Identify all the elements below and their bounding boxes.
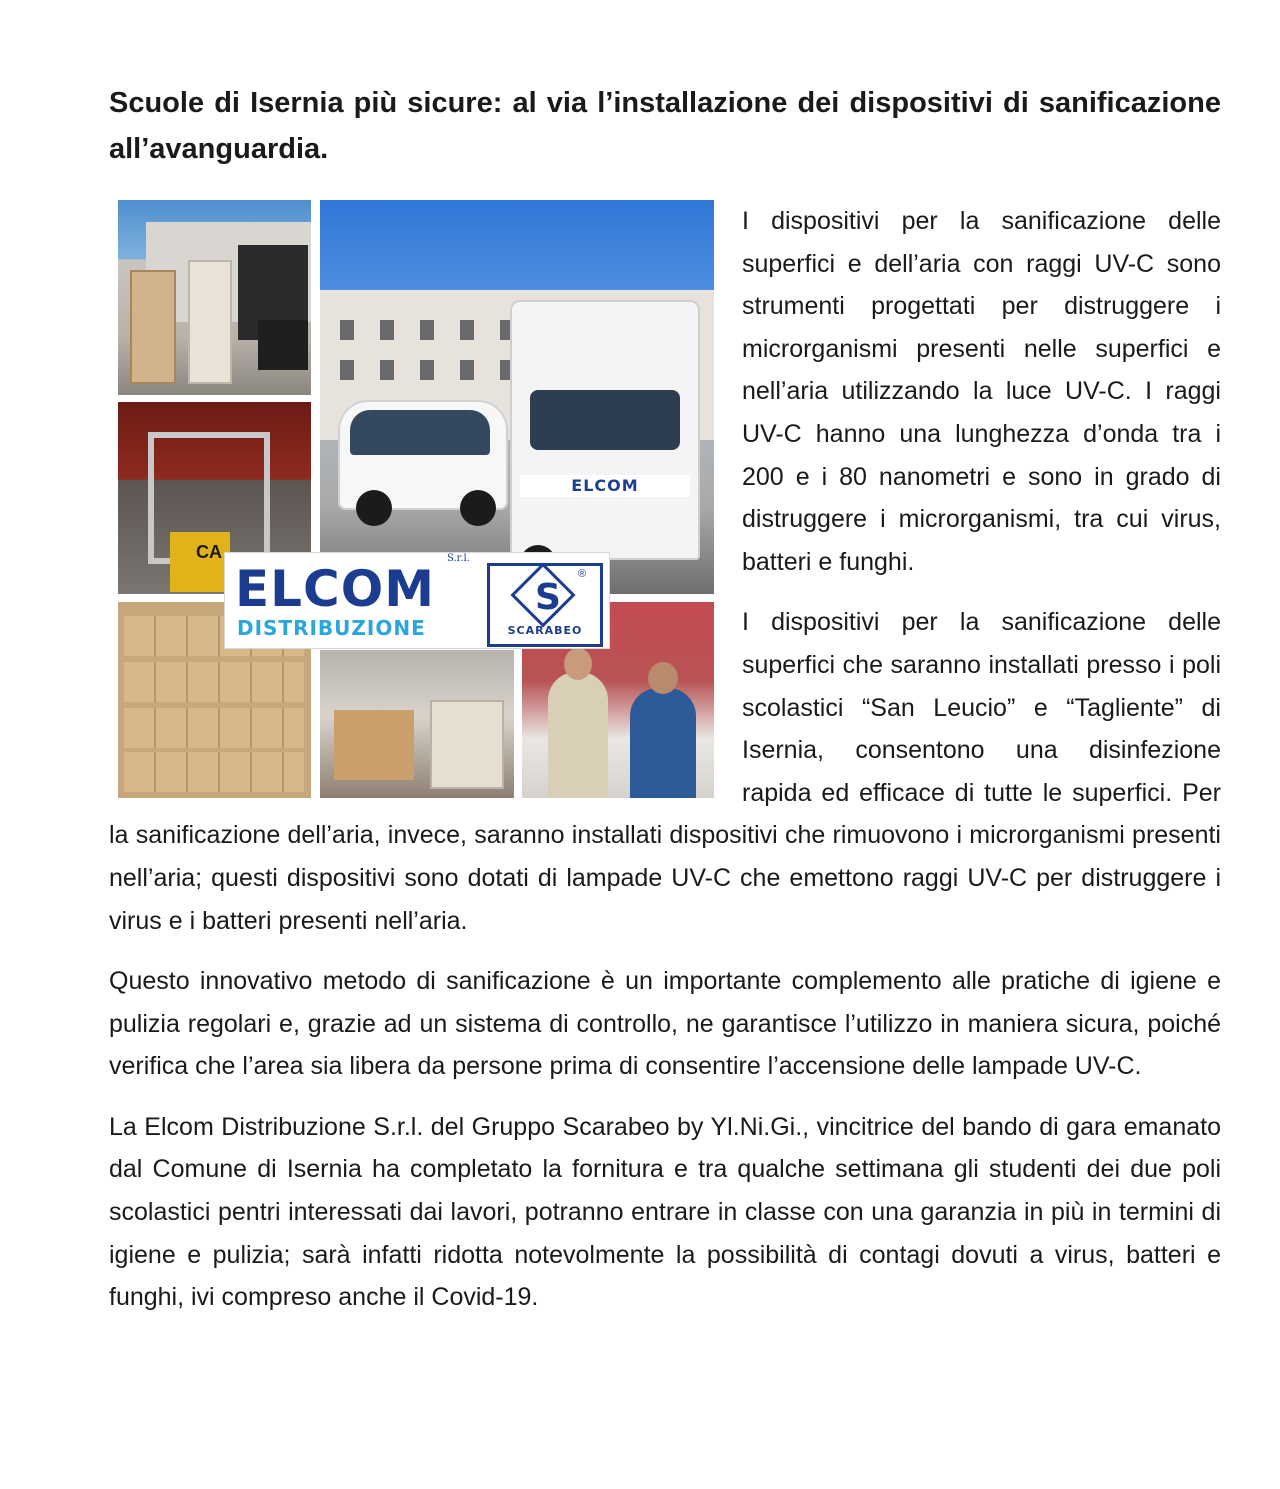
- registered-mark: ®: [578, 568, 587, 580]
- scarabeo-badge: [487, 563, 603, 647]
- truck-label: ELCOM: [520, 475, 690, 497]
- photo-building-vans: [320, 200, 714, 594]
- logo-subtitle: DISTRIBUZIONE: [237, 616, 426, 640]
- badge-text: SCARABEO: [507, 624, 583, 637]
- document: [109, 80, 1221, 1337]
- badge-letter: S: [535, 577, 561, 618]
- paragraph-2: I dispositivi per la sanificazione delle superfici che saranno installati presso i poli scolastici “San Leucio” e “Tagliente” di Isernia, consentono una disinfezione rapida ed efficace di tutte le superfici. Per la sanificazione dell’aria, invece, saranno installati dispositivi che rimuovono i microrganismi presenti nell’aria; questi dispositivi sono dotati di lampade UV-C che emettono raggi UV-C per distruggere i virus e i batteri presenti nell’aria.: [109, 608, 1221, 935]
- paragraph-4: La Elcom Distribuzione S.r.l. del Gruppo Scarabeo by Yl.Ni.Gi., vincitrice del bando di gara emanato dal Comune di Isernia ha completato la fornitura e tra qualche settimana gli studenti dei due poli scolastici pentri interessati dai lavori, potranno entrare in classe con una garanzia in più in termini di igiene e pulizia; sarà infatti ridotta notevolmente la possibilità di contagi dovuti a virus, batteri e funghi, ivi compreso anche il Covid-19.: [109, 1112, 1221, 1312]
- paragraph-1: I dispositivi per la sanificazione delle superfici e dell’aria con raggi UV-C sono strumenti progettati per distruggere i microrganismi presenti nelle superfici e nell’aria utilizzando la luce UV-C. I raggi UV-C hanno una lunghezza d’onda tra i 200 e i 80 nanometri e sono in grado di distruggere i microrganismi, tra cui virus, batteri e funghi.: [742, 207, 1221, 576]
- paragraph-3: Questo innovativo metodo di sanificazione è un importante complemento alle pratiche di igiene e pulizia regolari e, grazie ad un sistema di controllo, ne garantisce l’utilizzo in maniera sicura, poiché verifica che l’area sia libera da persone prima di consentire l’accensione delle lampade UV-C.: [109, 967, 1221, 1081]
- logo-srl: S.r.l.: [447, 553, 470, 564]
- photo-collage: [118, 200, 714, 798]
- photo-warehouse-pallets: [118, 200, 311, 395]
- elcom-logo: [224, 552, 610, 649]
- photo-warehouse-interior: [320, 650, 514, 798]
- logo-name: ELCOM: [235, 560, 435, 618]
- document-title: Scuole di Isernia più sicure: al via l’installazione dei dispositivi di sanificazione all’avanguardia.: [109, 87, 1221, 165]
- forklift-label: CA: [196, 542, 222, 562]
